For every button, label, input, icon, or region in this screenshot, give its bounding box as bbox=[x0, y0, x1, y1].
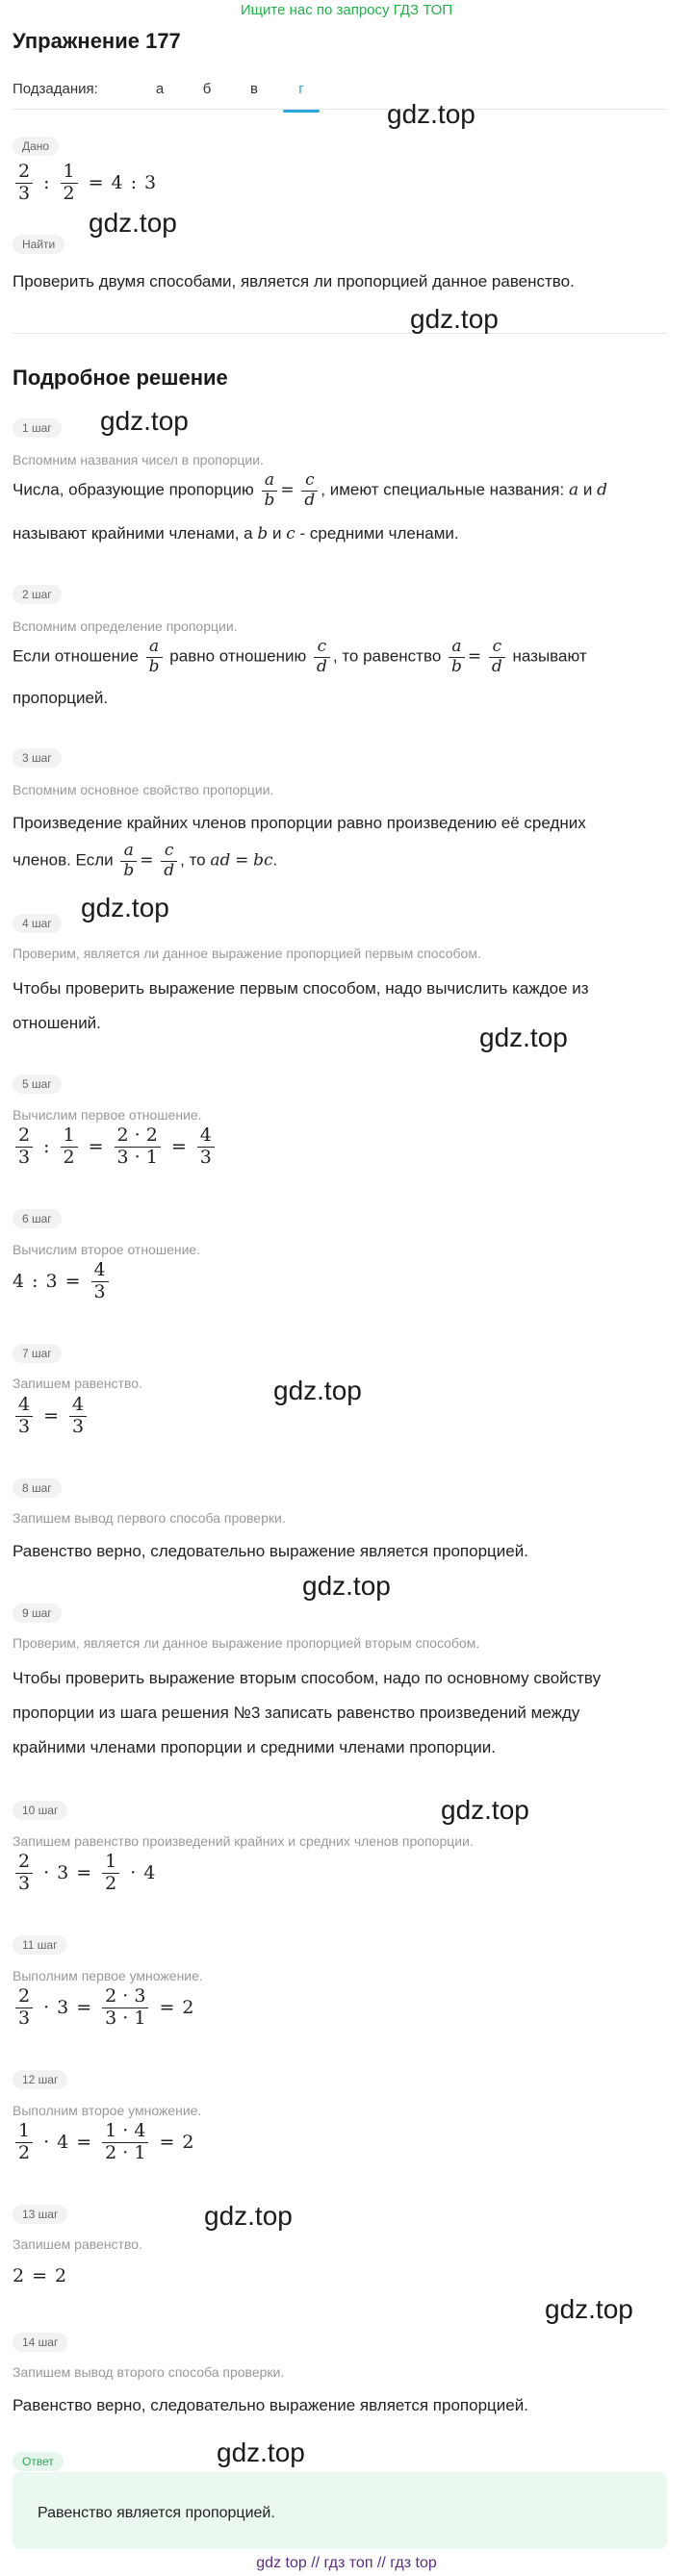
step-badge: 1 шаг bbox=[13, 418, 62, 438]
step-text: Если отношение $\frac{a}{b}$ равно отношению $\frac{c}{d}$ , то равенство $\frac{a}{b}$ = $\frac{c}{d}$ называют bbox=[13, 637, 587, 676]
watermark: gdz.top bbox=[273, 1376, 362, 1405]
step-hint: Вспомним основное свойство пропорции. bbox=[13, 782, 274, 797]
tab-b[interactable]: б bbox=[202, 81, 212, 97]
find-text: Проверить двумя способами, является ли пропорцией данное равенство. bbox=[13, 272, 575, 290]
answer-badge: Ответ bbox=[13, 2452, 64, 2471]
given-badge: Дано bbox=[13, 137, 59, 156]
step-text: отношений. bbox=[13, 1014, 101, 1032]
step-text: Числа, образующие пропорцию $\frac{a}{b}$ = $\frac{c}{d}$ , имеют специальные названия: a и d bbox=[13, 470, 607, 510]
watermark: gdz.top bbox=[81, 893, 169, 922]
step-text: Чтобы проверить выражение первым способом, надо вычислить каждое из bbox=[13, 979, 589, 998]
step-text: Равенство верно, следовательно выражение является пропорцией. bbox=[13, 1542, 528, 1560]
watermark: gdz.top bbox=[441, 1795, 529, 1825]
step-hint: Выполним первое умножение. bbox=[13, 1968, 203, 1983]
step-equation: 2 = 2 bbox=[13, 2265, 67, 2286]
step-text: называют крайними членами, а b и c - средними членами. bbox=[13, 524, 459, 543]
step-equation: 4 : 3 = $\frac{4}{3}$ bbox=[13, 1260, 112, 1303]
step-text: пропорции из шага решения №3 записать равенство произведений между bbox=[13, 1704, 580, 1722]
step-badge: 2 шаг bbox=[13, 585, 62, 604]
watermark: gdz.top bbox=[204, 2201, 293, 2231]
step-equation: $\frac{2}{3}$ · 3 = $\frac{1}{2}$ · 4 bbox=[13, 1852, 155, 1895]
step-text: Произведение крайних членов пропорции равно произведению её средних bbox=[13, 814, 586, 832]
step-hint: Выполним второе умножение. bbox=[13, 2103, 202, 2118]
step-badge: 5 шаг bbox=[13, 1074, 62, 1094]
watermark: gdz.top bbox=[217, 2437, 305, 2467]
step-badge: 6 шаг bbox=[13, 1209, 62, 1228]
watermark: gdz.top bbox=[302, 1571, 391, 1601]
step-badge: 3 шаг bbox=[13, 748, 62, 768]
step-text: Чтобы проверить выражение вторым способом, надо по основному свойству bbox=[13, 1669, 602, 1687]
step-hint: Вспомним названия чисел в пропорции. bbox=[13, 452, 264, 467]
step-badge: 9 шаг bbox=[13, 1604, 62, 1623]
divider bbox=[13, 333, 667, 334]
step-badge: 13 шаг bbox=[13, 2205, 67, 2224]
step-equation: $\frac{2}{3}$ : $\frac{1}{2}$ = $\frac{2 \cdot 2}{3 \cdot 1}$ = $\frac{4}{3}$ bbox=[13, 1125, 218, 1169]
step-hint: Вспомним определение пропорции. bbox=[13, 619, 238, 634]
solution-title: Подробное решение bbox=[13, 366, 228, 390]
answer-box bbox=[13, 2472, 667, 2549]
step-text: членов. Если $\frac{a}{b}$ = $\frac{c}{d}$ , то ad = bc. bbox=[13, 841, 278, 880]
find-badge: Найти bbox=[13, 235, 64, 254]
step-text: пропорцией. bbox=[13, 689, 109, 707]
footer-links[interactable]: gdz top // гдз топ // гдз top bbox=[256, 2555, 437, 2571]
step-hint: Запишем равенство. bbox=[13, 1376, 142, 1391]
watermark: gdz.top bbox=[100, 406, 189, 436]
step-text: Равенство верно, следовательно выражение является пропорцией. bbox=[13, 2396, 528, 2414]
step-hint: Запишем вывод второго способа проверки. bbox=[13, 2364, 285, 2380]
step-hint: Запишем равенство. bbox=[13, 2236, 142, 2252]
tab-v[interactable]: в bbox=[250, 81, 258, 97]
step-badge: 12 шаг bbox=[13, 2070, 67, 2089]
step-badge: 7 шаг bbox=[13, 1344, 62, 1363]
step-equation: $\frac{1}{2}$ · 4 = $\frac{1 \cdot 4}{2 \cdot 1}$ = 2 bbox=[13, 2121, 193, 2164]
step-hint: Вычислим первое отношение. bbox=[13, 1107, 202, 1123]
watermark: gdz.top bbox=[479, 1023, 568, 1052]
step-badge: 4 шаг bbox=[13, 914, 62, 933]
step-hint: Запишем вывод первого способа проверки. bbox=[13, 1510, 286, 1526]
step-badge: 10 шаг bbox=[13, 1801, 67, 1820]
given-equation: $\frac{2}{3}$ : $\frac{1}{2}$ = 4 : 3 bbox=[13, 162, 156, 205]
step-hint: Проверим, является ли данное выражение пропорцией первым способом. bbox=[13, 946, 481, 961]
search-banner[interactable]: Ищите нас по запросу ГДЗ ТОП bbox=[240, 2, 453, 18]
step-badge: 8 шаг bbox=[13, 1478, 62, 1498]
step-badge: 14 шаг bbox=[13, 2333, 67, 2352]
answer-text: Равенство является пропорцией. bbox=[38, 2505, 275, 2521]
step-equation: $\frac{2}{3}$ · 3 = $\frac{2 \cdot 3}{3 \cdot 1}$ = 2 bbox=[13, 1986, 193, 2030]
tab-g[interactable]: г bbox=[283, 81, 320, 97]
step-hint: Вычислим второе отношение. bbox=[13, 1242, 201, 1257]
step-hint: Проверим, является ли данное выражение пропорцией вторым способом. bbox=[13, 1635, 480, 1651]
step-hint: Запишем равенство произведений крайних и средних членов пропорции. bbox=[13, 1833, 474, 1849]
subtasks-label: Подзадания: bbox=[13, 81, 98, 97]
watermark: gdz.top bbox=[410, 304, 499, 334]
subtasks-tabs bbox=[13, 71, 667, 110]
watermark: gdz.top bbox=[89, 208, 177, 238]
step-text: крайними членами пропорции и средними членами пропорции. bbox=[13, 1738, 496, 1756]
step-badge: 11 шаг bbox=[13, 1935, 66, 1955]
watermark: gdz.top bbox=[545, 2294, 633, 2324]
page-title: Упражнение 177 bbox=[13, 29, 181, 53]
watermark: gdz.top bbox=[387, 99, 475, 129]
tab-a[interactable]: а bbox=[155, 81, 165, 97]
step-equation: $\frac{4}{3}$ = $\frac{4}{3}$ bbox=[13, 1395, 90, 1438]
